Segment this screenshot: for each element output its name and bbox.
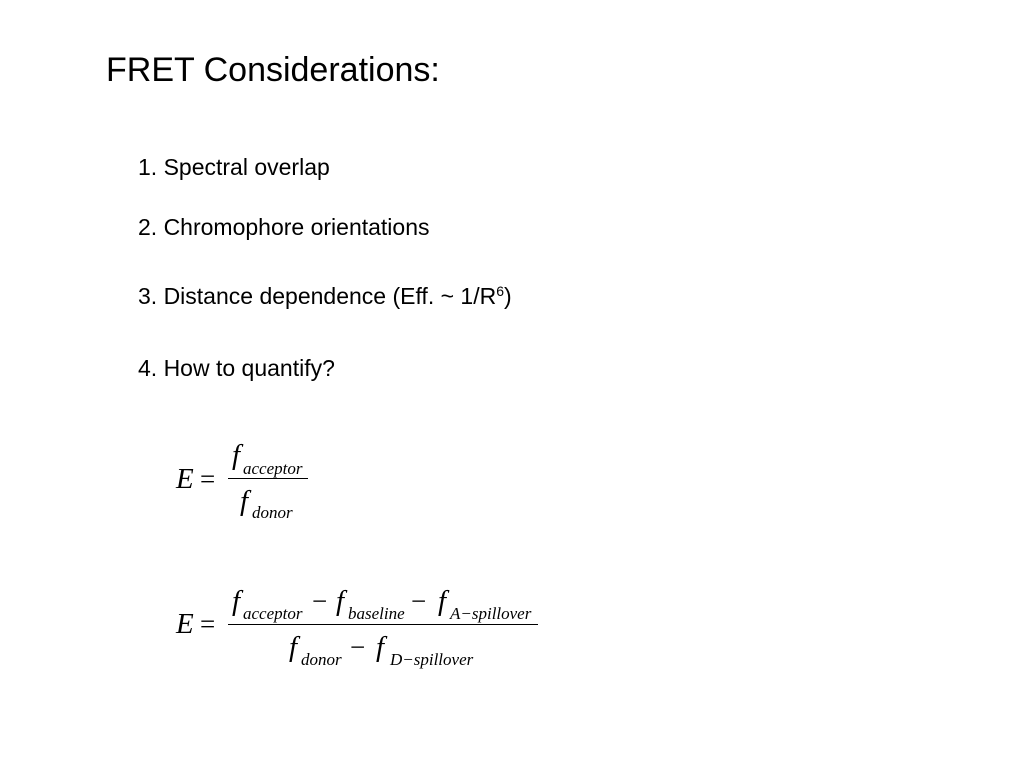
consideration-item-4: 4. How to quantify? xyxy=(138,355,335,381)
eq2-num-f3: f xyxy=(438,585,447,617)
exponent: 6 xyxy=(496,283,505,299)
eq2-den-f2: f xyxy=(376,631,385,663)
eq2-minus3: − xyxy=(350,632,366,662)
eq2-den-sub2: D−spillover xyxy=(390,650,474,669)
consideration-item-3-close: ) xyxy=(504,283,512,309)
eq2-equals: = xyxy=(200,609,216,639)
eq1-equals: = xyxy=(200,464,216,494)
eq2-num-sub2: baseline xyxy=(348,604,405,623)
eq2-den-f1: f xyxy=(289,631,298,663)
eq2-num-f2: f xyxy=(336,585,345,617)
eq2-den-sub1: donor xyxy=(301,650,342,669)
eq1-num-f: f xyxy=(232,439,241,471)
consideration-item-2: 2. Chromophore orientations xyxy=(138,214,430,240)
eq2-num-sub1: acceptor xyxy=(243,604,303,623)
slide-title: FRET Considerations: xyxy=(106,51,440,89)
eq1-den-sub: donor xyxy=(252,503,293,522)
consideration-item-1: 1. Spectral overlap xyxy=(138,154,330,180)
eq2-minus2: − xyxy=(411,586,427,616)
consideration-item-3-text: 3. Distance dependence (Eff. ~ 1/R xyxy=(138,283,497,309)
eq2-lhs: E xyxy=(176,608,194,640)
eq2-minus1: − xyxy=(312,586,328,616)
eq2-fraction-bar xyxy=(228,624,538,625)
eq2-num-f1: f xyxy=(232,585,241,617)
eq1-lhs: E xyxy=(176,463,194,495)
eq1-num-sub: acceptor xyxy=(243,459,303,478)
eq2-num-sub3: A−spillover xyxy=(450,604,532,623)
eq1-den-f: f xyxy=(240,485,249,517)
